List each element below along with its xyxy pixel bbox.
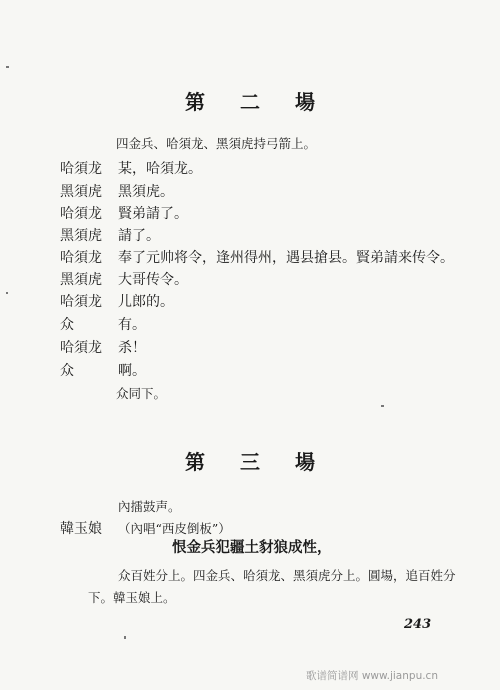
speech-text: 請了。: [118, 228, 160, 244]
speech-text: 杀！: [118, 340, 146, 356]
speaker-name: 哈須龙: [60, 206, 102, 222]
scan-speck: [381, 405, 384, 407]
speaker-name: 黑須虎: [60, 184, 102, 200]
speech-text: 某，哈須龙。: [118, 161, 202, 177]
dialogue-line: [60, 269, 480, 291]
speaker-name: 哈須龙: [60, 161, 102, 177]
speech-text: 啊。: [118, 363, 146, 379]
dialogue-line: [60, 225, 480, 247]
scan-speck: [124, 636, 126, 639]
aria-direction: （內唱“西皮倒板”）: [118, 521, 231, 536]
scene-3-action-line: 众百姓分上。四金兵、哈須龙、黑須虎分上。圓場，追百姓分: [118, 568, 456, 583]
speech-text: 有。: [118, 317, 146, 333]
scene-2-stage-direction: 四金兵、哈須龙、黑須虎持弓箭上。: [116, 136, 317, 151]
speaker-name: 哈須龙: [60, 250, 102, 266]
scene-2-exit: 众同下。: [116, 386, 167, 401]
dialogue-line: [60, 314, 480, 336]
page-number: 243: [404, 617, 432, 632]
speaker-name: 韓玉娘: [60, 521, 102, 537]
speaker-name: 众: [60, 317, 74, 333]
site-watermark: 歌谱简谱网 www.jianpu.cn: [306, 670, 438, 682]
dialogue-line: [60, 247, 480, 269]
speech-text: 大哥传令。: [118, 272, 188, 288]
scene-3-title: 第 三 場: [185, 450, 329, 474]
speaker-name: 黑須虎: [60, 228, 102, 244]
speaker-name: 哈須龙: [60, 340, 102, 356]
lyric-line: 恨金兵犯疆土豺狼成性，: [172, 539, 332, 556]
dialogue-line: [60, 158, 480, 180]
scan-speck: [6, 292, 8, 294]
speech-text: 奉了元帅将令，逢州得州，遇县搶县。賢弟請来传令。: [118, 250, 454, 266]
speaker-name: 黑須虎: [60, 272, 102, 288]
speech-text: 儿郎的。: [118, 294, 174, 310]
dialogue-line: [60, 337, 480, 359]
scan-speck: [6, 66, 9, 68]
dialogue-line: [60, 291, 480, 313]
dialogue-line: [60, 203, 480, 225]
speech-text: 黑須虎。: [118, 184, 174, 200]
dialogue-line: [60, 360, 480, 382]
speaker-name: 哈須龙: [60, 294, 102, 310]
dialogue-line: [60, 181, 480, 203]
speaker-name: 众: [60, 363, 74, 379]
scene-3-stage-direction: 內擂鼓声。: [118, 499, 181, 514]
scene-2-title: 第 二 場: [185, 90, 329, 114]
speech-text: 賢弟請了。: [118, 206, 188, 222]
scene-3-action-line: 下。韓玉娘上。: [88, 590, 176, 605]
